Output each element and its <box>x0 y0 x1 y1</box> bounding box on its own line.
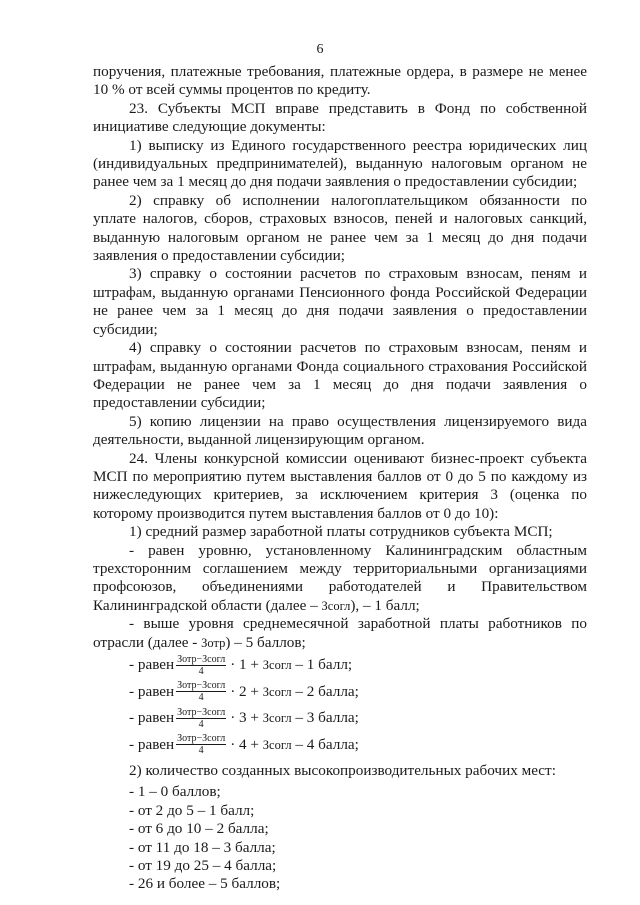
fraction-numerator: Зотр−Зсогл <box>177 706 226 718</box>
paragraph-item-23: 23. Субъекты МСП вправе представить в Фонд по собственной инициативе следующие документы: <box>93 99 587 136</box>
page-number: 6 <box>316 42 324 57</box>
formula-prefix: - равен <box>129 656 175 674</box>
formula-row <box>93 652 587 679</box>
formula-list <box>93 652 587 758</box>
formula-prefix: - равен <box>129 735 175 753</box>
list-item: - 26 и более – 5 баллов; <box>129 875 281 893</box>
formula-tail: · 1 + Зсогл – 1 балл; <box>230 656 353 674</box>
formula-tail: · 3 + Зсогл – 3 балла; <box>230 709 359 727</box>
formula-prefix: - равен <box>129 682 175 700</box>
formula-row <box>93 705 587 732</box>
formula-fraction <box>176 654 226 677</box>
criterion-1-option-a: - равен уровню, установленному Калининградским областным трехсторонним соглашением между территориальными организациями профсоюзов, объединениями работодателей и Правительством Калининградской области (далее – Зсогл), – 1 балл; <box>93 541 587 614</box>
jobs-scale-list <box>93 783 587 893</box>
document-item-5: 5) копию лицензии на право осуществления лицензируемого вида деятельности, выданной лицензирующим органом. <box>93 412 587 449</box>
formula-tail: · 4 + Зсогл – 4 балла; <box>230 735 359 753</box>
formula-tail: · 2 + Зсогл – 2 балла; <box>230 682 359 700</box>
fraction-denominator: 4 <box>198 665 204 677</box>
list-item: - от 19 до 25 – 4 балла; <box>129 857 277 875</box>
paragraph-item-24: 24. Члены конкурсной комиссии оценивают бизнес-проект субъекта МСП по мероприятию путем выставления баллов от 0 до 5 по каждому из нижеследующих критериев, за исключением критерия 3 (оценка по которому производится путем выставления баллов от 0 до 10): <box>93 449 587 522</box>
paragraph-continuation: поручения, платежные требования, платежные ордера, в размере не менее 10 % от всей суммы процентов по кредиту. <box>93 63 587 99</box>
document-item-4: 4) справку о состоянии расчетов по страховым взносам, пеням и штрафам, выданную органами Фонда социального страхования Российской Федерации не ранее чем за 1 месяц до дня подачи заявления о предоставлении субсидии; <box>93 339 587 412</box>
document-item-1: 1) выписку из Единого государственного реестра юридических лиц (индивидуальных предпринимателей), выданную налоговым органом не ранее чем за 1 месяц до дня подачи заявления о предоставлении субсидии; <box>93 136 587 191</box>
formula-fraction <box>176 707 226 730</box>
criterion-1-title: 1) средний размер заработной платы сотрудников субъекта МСП; <box>129 523 553 541</box>
list-item: - 1 – 0 баллов; <box>129 783 221 801</box>
criterion-1-option-b: - выше уровня среднемесячной заработной платы работников по отрасли (далее - Зотр) – 5 баллов; <box>93 615 587 651</box>
criterion-2-title: 2) количество созданных высокопроизводительных рабочих мест: <box>129 762 556 779</box>
formula-row <box>93 679 587 706</box>
fraction-numerator: Зотр−Зсогл <box>177 733 226 745</box>
list-item: - от 6 до 10 – 2 балла; <box>129 820 269 838</box>
document-item-3: 3) справку о состоянии расчетов по страховым взносам, пеням и штрафам, выданную органами Пенсионного фонда Российской Федерации не ранее чем за 1 месяц до дня подачи заявления о предоставлении субсидии; <box>93 265 587 338</box>
formula-prefix: - равен <box>129 709 175 727</box>
formula-row <box>93 732 587 759</box>
variable-zsogl: Зсогл <box>321 598 351 613</box>
fraction-numerator: Зотр−Зсогл <box>177 680 226 692</box>
formula-fraction <box>176 680 226 703</box>
fraction-denominator: 4 <box>198 745 204 757</box>
fraction-numerator: Зотр−Зсогл <box>177 653 226 665</box>
fraction-denominator: 4 <box>198 692 204 704</box>
document-item-2: 2) справку об исполнении налогоплательщиком обязанности по уплате налогов, сборов, страховых взносов, пеней и налоговых санкций, выданную налоговым органом не ранее чем за 1 месяц до дня подачи заявления о предоставлении субсидии; <box>93 191 587 265</box>
list-item: - от 11 до 18 – 3 балла; <box>129 838 276 856</box>
document-body <box>93 63 587 894</box>
list-item: - от 2 до 5 – 1 балл; <box>129 801 255 819</box>
formula-fraction <box>176 733 226 756</box>
variable-zotr: Зотр <box>201 635 226 650</box>
fraction-denominator: 4 <box>198 718 204 730</box>
